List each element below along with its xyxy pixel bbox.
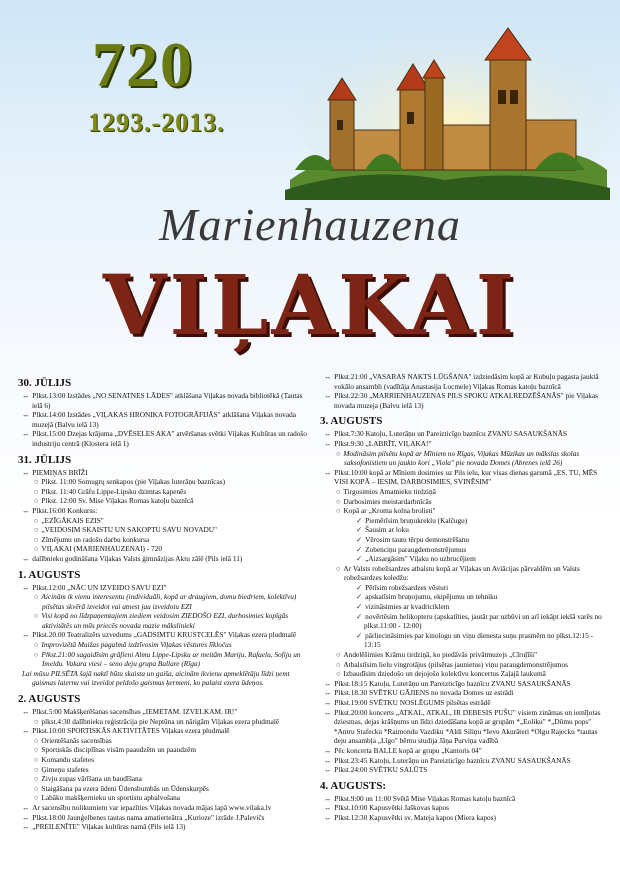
program-item bbox=[320, 487, 610, 497]
day-heading bbox=[18, 692, 310, 706]
program-item-text: Plkst.5:00 Makšķerēšanas sacensības „IEMETAM. IZVELKAM. IR!" bbox=[32, 707, 238, 717]
arrow-bullet-icon: ↔ bbox=[324, 793, 332, 803]
circle-bullet-icon: ○ bbox=[336, 650, 341, 660]
circle-bullet-icon: ○ bbox=[34, 745, 39, 755]
circle-bullet-icon: ○ bbox=[336, 448, 341, 458]
program-item-text: Ģimeņu stafetes bbox=[41, 764, 89, 774]
program-item bbox=[320, 708, 610, 746]
program-note bbox=[18, 611, 310, 630]
arrow-bullet-icon: ↔ bbox=[22, 822, 30, 832]
program-item-text: Visi kopā no līdzpaņemtajiem ziediem veidosim ZIEDOŠO EZI, darbosimies kopīgās aktivitātēs un mūs priecēs novada mazie mākslinieki bbox=[41, 611, 289, 630]
program-item bbox=[18, 477, 310, 487]
circle-bullet-icon: ○ bbox=[34, 525, 39, 535]
program-item-text: Plkst.20:00 koncerts „ATKAL, ATKAL, IR DEBESIS PUŠU" visiem zināmas un iemīļotas dziesmas, dejas krāšņums un līdzi dziedāšana kopā ar grupām *„Eoliku" *„Dūmu pops" *Antru Stafecku *Raimondu Vazdiku *Aldi Siliņu *Ievu Akurāteri *Olgu Rajecku *tautas deju ansambļa „Līgo" bērnu studija Jāņa Purviņa vadībā bbox=[334, 707, 601, 746]
program-item bbox=[320, 650, 610, 660]
program-item-text: Plkst. 11:40 Grāfu Lippe-Lipsku dzimtas kapenēs bbox=[41, 486, 187, 496]
program-item-text: Atbalstīsim lielu vingrotājus (pilsētas jaunietus) viņu paraugdemonstrējumos bbox=[343, 659, 568, 669]
program-item bbox=[320, 583, 610, 593]
arrow-bullet-icon: ↔ bbox=[324, 438, 332, 448]
circle-bullet-icon: ○ bbox=[34, 477, 39, 487]
arrow-bullet-icon: ↔ bbox=[324, 755, 332, 765]
program-item-text: Lai mūsu PILSĒTA šajā naktī būtu skaista un gaiša, aicinām ikvienu apmeklētāju līdzi ņemt gaismas laternu vai izveidot peldošo gaismas ķermeni, ko palaist ezera ūdeņos. bbox=[22, 668, 290, 688]
arrow-bullet-icon: ↔ bbox=[324, 698, 332, 707]
program-item bbox=[320, 525, 610, 535]
program-item-text: Plkst.12:30 Kapusvētki sv. Mateja kapos (Miera kapos) bbox=[334, 812, 496, 822]
day-heading bbox=[320, 779, 610, 793]
program-item-text: Plkst.15:00 Dzejas krājuma „DVĒSELES AKA" atvēršanas svētki Viļakas Kultūras un radošo industriju centrā (Klostera ielā 1) bbox=[32, 429, 307, 448]
check-bullet-icon: ✓ bbox=[356, 515, 363, 525]
arrow-bullet-icon: ↔ bbox=[22, 812, 30, 822]
program-item bbox=[18, 535, 310, 545]
program-item bbox=[18, 487, 310, 497]
arrow-bullet-icon: ↔ bbox=[22, 707, 30, 717]
arrow-bullet-icon: ↔ bbox=[22, 410, 30, 420]
circle-bullet-icon: ○ bbox=[34, 783, 39, 793]
arrow-bullet-icon: ↔ bbox=[324, 688, 332, 698]
program-item bbox=[320, 545, 610, 555]
arrow-bullet-icon: ↔ bbox=[22, 505, 30, 515]
program-item bbox=[320, 429, 610, 439]
program-item-text: novērtēsim helikopteru (apskatīties, jautāt par uzbūvi un arī iekāpt iekšā varēs no plkst.11:00 - 12:00) bbox=[364, 611, 602, 631]
circle-bullet-icon: ○ bbox=[34, 544, 39, 554]
day-heading bbox=[18, 453, 310, 467]
program-item bbox=[18, 391, 310, 410]
program-item bbox=[18, 784, 310, 794]
program-item bbox=[18, 410, 310, 429]
program-item-text: Plkst.20.00 Teatralizēts uzvedums „GADSIMTU KRUSTCELĒS" Viļakas ezera pludmalē bbox=[32, 630, 297, 640]
circle-bullet-icon: ○ bbox=[34, 515, 39, 525]
program-item bbox=[18, 554, 310, 564]
arrow-bullet-icon: ↔ bbox=[324, 678, 332, 688]
check-bullet-icon: ✓ bbox=[356, 611, 363, 621]
program-item bbox=[320, 669, 610, 679]
program-item-text: Andelēšimies Krāmu tirdziņā, ko piedāvās privātmuzejs „Cīruļīši" bbox=[343, 650, 538, 660]
arrow-bullet-icon: ↔ bbox=[324, 372, 332, 381]
program-item bbox=[18, 516, 310, 526]
program-item-text: Plkst.23:45 Katoļu, Luterāņu un Pareizticīgo baznīcu ZVANU SASAUKŠANĀS bbox=[334, 755, 571, 765]
program-item bbox=[18, 793, 310, 803]
arrow-bullet-icon: ↔ bbox=[324, 803, 332, 813]
program-item bbox=[18, 813, 310, 823]
program-item-text: Ar Valsts robežsardzes atbalstu kopā ar Viļakas un Aviācijas pārvaldēm un Valsts robežsardzes koledžu: bbox=[343, 563, 580, 583]
program-item-text: Plkst. 12:00 Sv. Mise Viļakas Romas katoļu baznīcā bbox=[41, 496, 194, 506]
program-item-text: „PREILENĪTE" Viļakas kultūras namā (Pils ielā 13) bbox=[32, 822, 186, 832]
circle-bullet-icon: ○ bbox=[336, 486, 341, 496]
program-item bbox=[18, 755, 310, 765]
program-item-text: Plkst.18.30 SVĒTKU GĀJIENS no novada Domes uz estrādi bbox=[334, 688, 514, 698]
program-item-text: vizināsimies ar kvadriciklem bbox=[365, 602, 450, 612]
program-item bbox=[320, 391, 610, 410]
program-item-text: Plkst.21:00 „VASARAS NAKTS LŪGŠANA" izdziedāsim kopā ar Kubuļu pagasta jauktā vokālo ansambli (vadītāja Anastasija Locmele) Viļakas Romas katoļu baznīcā bbox=[334, 372, 599, 391]
circle-bullet-icon: ○ bbox=[34, 649, 39, 659]
arrow-bullet-icon: ↔ bbox=[324, 765, 332, 775]
program-item-text: Plkst.7:30 Katoļu, Luterāņu un Pareizticīgo baznīcu ZVANU SASAUKŠANĀS bbox=[334, 429, 568, 439]
program-item-text: Izbaudīsim dziedošo un dejojošo kolektīvu koncertus Zaļajā laukumā bbox=[343, 669, 546, 679]
program-item bbox=[320, 765, 610, 775]
program-item-text: apskatīsim bruņojumu, ekipējumu un tehniku bbox=[365, 592, 498, 602]
program-item-text: „EZĪGĀKAIS EZIS" bbox=[41, 515, 104, 525]
program-item-text: Plkst.22:30 „MARRIENHAUZENAS PILS SPOKU ATKALREDZĒŠANĀS" pie Viļakas novada muzeja (Balvu ielā 13) bbox=[334, 391, 598, 410]
program-item bbox=[18, 544, 310, 554]
program-item bbox=[18, 630, 310, 640]
program-item bbox=[320, 592, 610, 602]
program-item bbox=[320, 554, 610, 564]
arrow-bullet-icon: ↔ bbox=[324, 391, 332, 401]
program-note bbox=[18, 640, 310, 650]
castle-illustration bbox=[285, 20, 610, 200]
poster-subtitle: Marienhauzena bbox=[159, 199, 461, 250]
program-item-text: Plkst.12:00 „NĀC UN IZVEIDO SAVU EZI" bbox=[32, 582, 167, 592]
program-item bbox=[320, 803, 610, 813]
program-left-column bbox=[18, 372, 310, 832]
day-heading-text: 2. AUGUSTS bbox=[18, 693, 81, 706]
circle-bullet-icon: ○ bbox=[34, 774, 39, 784]
program-item-text: plkst.4:30 dalībnieku reģistrācija pie Neptūna un nārigām Viļakas ezera pludmalē bbox=[41, 716, 280, 726]
program-item bbox=[18, 468, 310, 478]
program-item-text: Vērosim tautu tērpu demonstrēšanu bbox=[365, 534, 470, 544]
program-item-text: Plkst.9:30 „LABRĪT, VIĻAKA!" bbox=[334, 438, 432, 448]
program-item bbox=[320, 468, 610, 487]
program-item bbox=[320, 602, 610, 612]
circle-bullet-icon: ○ bbox=[34, 592, 39, 602]
check-bullet-icon: ✓ bbox=[356, 582, 363, 592]
circle-bullet-icon: ○ bbox=[34, 640, 39, 650]
program-item-text: Plkst.24:00 SVĒTKU SALŪTS bbox=[334, 765, 428, 775]
program-item-text: Plkst.18:15 Katoļu, Luterāņu un Pareizticīgo baznīcu ZVANU SASAUKŠANĀS bbox=[334, 678, 571, 688]
program-item-text: Pētīsim robežsardzes vēsturi bbox=[365, 582, 449, 592]
program-item-text: Piemērīsim bruņukreklu (Kalčugu) bbox=[365, 515, 468, 525]
check-bullet-icon: ✓ bbox=[356, 554, 363, 564]
program-item bbox=[320, 688, 610, 698]
program-item-text: Plkst.16:00 Konkurss: bbox=[32, 505, 98, 515]
circle-bullet-icon: ○ bbox=[336, 669, 341, 679]
program-right-column bbox=[320, 372, 610, 823]
program-note bbox=[18, 669, 310, 688]
program-note bbox=[18, 592, 310, 611]
program-item bbox=[320, 564, 610, 583]
arrow-bullet-icon: ↔ bbox=[324, 467, 332, 477]
program-item-text: Orientēšanās sacensības bbox=[41, 735, 112, 745]
program-item-text: Pēc koncerta BALLE kopā ar grupu „Kantoris 04" bbox=[334, 745, 482, 755]
circle-bullet-icon: ○ bbox=[34, 486, 39, 496]
program-item-text: Plkst.14:00 Izstādes „VIĻAKAS HRONIKA FOTOGRĀFIJĀS" atklāšana Viļakas novada muzejā (Balvu ielā 13) bbox=[32, 410, 297, 429]
anniversary-years: 1293.-2013. bbox=[88, 108, 225, 137]
program-item bbox=[18, 717, 310, 727]
program-item bbox=[18, 774, 310, 784]
program-item bbox=[320, 756, 610, 766]
circle-bullet-icon: ○ bbox=[336, 563, 341, 573]
program-note bbox=[18, 650, 310, 669]
circle-bullet-icon: ○ bbox=[336, 659, 341, 669]
check-bullet-icon: ✓ bbox=[356, 592, 363, 602]
program-item-text: Plkst.10:00 kopā ar Mīniem dosimies uz Pils ielu, kur visas dienas garumā „ES, TU, MĒS VISI KOPĀ – IESIM, DARBOSIMIES, SVINĒSIM" bbox=[334, 467, 598, 487]
arrow-bullet-icon: ↔ bbox=[22, 802, 30, 812]
arrow-bullet-icon: ↔ bbox=[324, 707, 332, 717]
program-item bbox=[18, 765, 310, 775]
day-heading-text: 30. JŪLIJS bbox=[18, 377, 72, 389]
arrow-bullet-icon: ↔ bbox=[22, 726, 30, 736]
program-item bbox=[320, 497, 610, 507]
day-heading-text: 31. JŪLIJS bbox=[18, 453, 72, 466]
program-item bbox=[18, 429, 310, 448]
program-item-text: dalībnieku godināšana Viļakas Valsts ģimnāzijas Aktu zālē (Pils ielā 11) bbox=[32, 553, 243, 563]
program-item-text: Zivju zupas vārīšana un baudīšana bbox=[41, 774, 142, 784]
program-item-text: Plkst.9:00 un 11:00 Svētā Mise Viļakas Romas katoļu baznīcā bbox=[334, 793, 516, 803]
program-item-text: Plkst. 11:00 Somugrų senkapos (pie Viļakas luterāņu baznīcas) bbox=[41, 477, 225, 487]
program-item-text: Ar sacensību nolikumiem var iepazīties Viļakas novada mājas lapā www.vilaka.lv bbox=[32, 802, 272, 812]
circle-bullet-icon: ○ bbox=[34, 755, 39, 764]
check-bullet-icon: ✓ bbox=[356, 534, 363, 544]
circle-bullet-icon: ○ bbox=[336, 506, 341, 516]
arrow-bullet-icon: ↔ bbox=[22, 553, 30, 563]
program-item bbox=[320, 698, 610, 708]
arrow-bullet-icon: ↔ bbox=[324, 745, 332, 755]
program-item bbox=[18, 726, 310, 736]
program-item-text: Plkst.21:00 sagaidīsim grāfieni Almu Lippe-Lipsku ar meitām Mariju, Rafaelu, Sofiju un Imeldu. Vakara viesi – seno deju grupa Ballare (Rīga) bbox=[41, 649, 301, 669]
program-item-text: Plkst.10:00 Kapusvētki Jaškovas kapos bbox=[334, 803, 450, 813]
check-bullet-icon: ✓ bbox=[356, 602, 363, 612]
program-item bbox=[320, 612, 610, 631]
program-item-text: Tirgosimies Amatnieku tirdziņā bbox=[343, 486, 436, 496]
program-item-text: Kopā ar „Kroma kolna brolisti" bbox=[343, 506, 436, 516]
circle-bullet-icon: ○ bbox=[34, 716, 39, 726]
program-item bbox=[320, 516, 610, 526]
circle-bullet-icon: ○ bbox=[336, 496, 341, 506]
program-item bbox=[18, 745, 310, 755]
program-item-text: Plkst.13:00 Izstādes „NO SENATNES LĀDES" atklāšana Viļakas novada bibliotēkā (Tautas ielā 6) bbox=[32, 391, 303, 410]
program-item bbox=[320, 679, 610, 689]
program-item bbox=[18, 822, 310, 832]
anniversary-number: 720 bbox=[92, 29, 194, 100]
arrow-bullet-icon: ↔ bbox=[324, 812, 332, 822]
program-note bbox=[320, 449, 610, 468]
arrow-bullet-icon: ↔ bbox=[22, 429, 30, 439]
program-item-text: „Aizsargāsim" Viļaku no uzbrucējiem bbox=[365, 554, 476, 564]
program-item-text: VIĻAKAI (MARIENHAUZENAI) - 720 bbox=[41, 544, 162, 554]
program-item bbox=[320, 794, 610, 804]
program-item bbox=[18, 506, 310, 516]
program-item-text: Darbosimies meistardarbnīcās bbox=[343, 496, 432, 506]
check-bullet-icon: ✓ bbox=[356, 544, 363, 554]
program-item bbox=[320, 746, 610, 756]
day-heading-text: 3. AUGUSTS bbox=[320, 415, 383, 428]
program-item-text: Plkst.10:00 SPORTISKĀS AKTIVITĀTES Viļakas ezera pludmalē bbox=[32, 726, 230, 736]
program-item-text: Sportiskās disciplīnas visām paaudzēm un paaudzēm bbox=[41, 745, 197, 755]
program-item bbox=[18, 803, 310, 813]
program-item-text: Improvizētā Muižas pagalmā izdzīvosim Viļakas vēstures līkločus bbox=[41, 640, 232, 650]
day-heading bbox=[18, 568, 310, 582]
circle-bullet-icon: ○ bbox=[34, 496, 39, 506]
program-item-text: Zīmējumu un radošo darbu konkursa bbox=[41, 534, 150, 544]
circle-bullet-icon: ○ bbox=[34, 735, 39, 745]
check-bullet-icon: ✓ bbox=[356, 525, 363, 535]
program-item-text: PIEMIŅAS BRĪŽI bbox=[32, 467, 88, 477]
program-item-text: Zobenciņu paraugdemonstrējumus bbox=[365, 544, 467, 554]
program-item bbox=[320, 506, 610, 516]
check-bullet-icon: ✓ bbox=[356, 630, 363, 640]
program-item bbox=[18, 707, 310, 717]
program-item-text: Staigāšana pa ezera ūdeni Ūdensbumbās un Ūdenskurpēs bbox=[41, 783, 209, 793]
day-heading bbox=[320, 414, 610, 428]
arrow-bullet-icon: ↔ bbox=[22, 582, 30, 592]
circle-bullet-icon: ○ bbox=[34, 793, 39, 803]
arrow-bullet-icon: ↔ bbox=[22, 467, 30, 477]
program-item bbox=[320, 439, 610, 449]
arrow-bullet-icon: ↔ bbox=[22, 391, 30, 400]
circle-bullet-icon: ○ bbox=[34, 611, 39, 621]
day-heading-text: 1. AUGUSTS bbox=[18, 568, 81, 581]
program-item-text: Aicinām ik vienu interesentu (individuāli, kopā ar draugiem, domu biedriem, kolektīvu) pilsētas skvērā izveidot vai atnest jau izveidotu EZI bbox=[41, 592, 297, 611]
day-heading-text: 4. AUGUSTS: bbox=[320, 779, 387, 792]
program-item bbox=[320, 535, 610, 545]
program-item bbox=[18, 525, 310, 535]
arrow-bullet-icon: ↔ bbox=[22, 630, 30, 640]
program-item bbox=[18, 496, 310, 506]
program-item-text: Plkst.18:00 Jaunģelbenes tautas nama amatierteātra „Kurioze" izrāde J.Palevičs bbox=[32, 812, 265, 822]
program-item bbox=[320, 631, 610, 650]
program-item-text: Labāko makšķernieku un sportistu apbalvošana bbox=[41, 793, 181, 803]
program-item-text: pārliecināsimies par kinologu un viņu dienesta suņu prasmēm no plkst.12:15 - 13:15 bbox=[364, 630, 594, 650]
program-item-text: „VEIDOSIM SKAISTU UN SAKOPTU SAVU NOVADU" bbox=[41, 525, 218, 535]
circle-bullet-icon: ○ bbox=[34, 764, 39, 774]
program-item bbox=[18, 583, 310, 593]
program-item-text: Šausim ar loku bbox=[365, 525, 409, 535]
poster-title: VIĻAKAI bbox=[102, 258, 518, 354]
program-item-text: Modināsim pilsētu kopā ar Mīniem no Rīgas, Viļakas Mūzikas un mākslas skolas saksofonistiem un jaukto kori „Viola" pie novada Domes (Abrenes ielā 26) bbox=[343, 448, 580, 468]
program-item bbox=[320, 660, 610, 670]
arrow-bullet-icon: ↔ bbox=[324, 429, 332, 439]
circle-bullet-icon: ○ bbox=[34, 534, 39, 544]
program-item-text: Komandu stafetes bbox=[41, 755, 94, 764]
program-item-text: Plkst.19:00 SVĒTKU NOSLĒGUMS pilsētas estrādē bbox=[334, 698, 491, 707]
program-item bbox=[320, 372, 610, 391]
poster-header bbox=[0, 0, 620, 365]
day-heading bbox=[18, 376, 310, 390]
program-item bbox=[320, 813, 610, 823]
program-item bbox=[18, 736, 310, 746]
